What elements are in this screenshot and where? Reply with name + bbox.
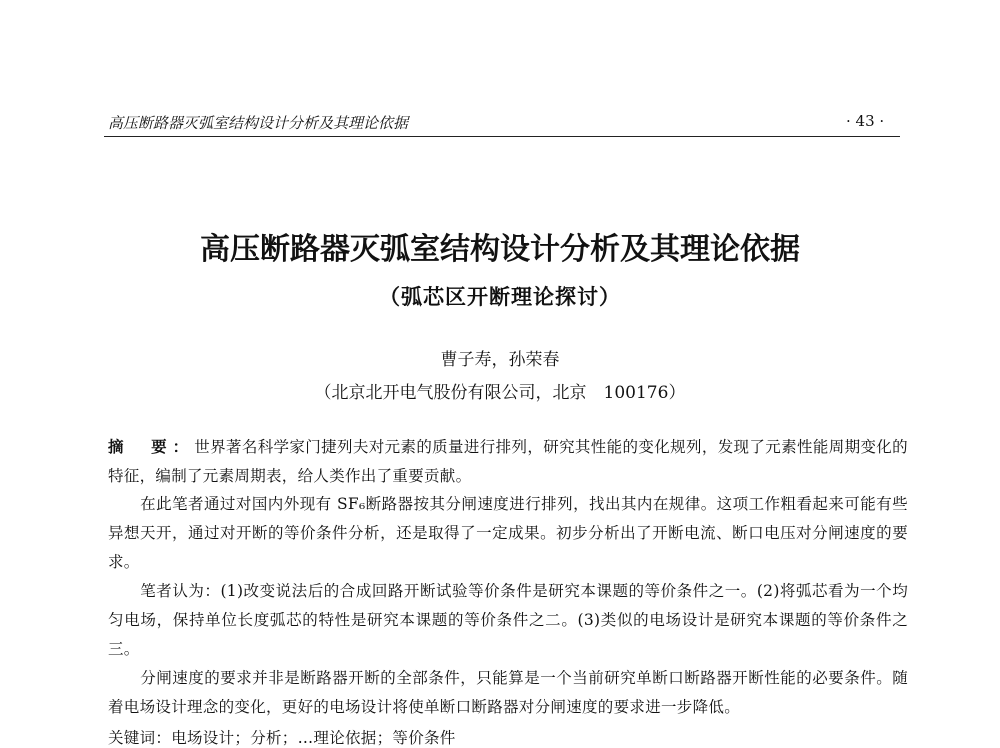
article-subtitle: （弧芯区开断理论探讨） xyxy=(379,285,621,309)
affiliation: （北京北开电气股份有限公司，北京 100176） xyxy=(314,383,686,403)
authors: 曹子寿，孙荣春 xyxy=(440,350,560,370)
keywords-line-partial: 关键词：电场设计；分析；…理论依据；等价条件 xyxy=(108,729,456,747)
abstract-label: 摘 要： xyxy=(108,437,195,456)
paragraph xyxy=(108,577,908,664)
paragraph-text: 笔者认为：(1)改变说法后的合成回路开断试验等价条件是研究本课题的等价条件之一。(2)将弧芯看为一个均匀电场，保持单位长度弧芯的特性是研究本课题的等价条件之二。(3)类似的电场设计是研究本课题的等价条件之三。 xyxy=(108,582,908,658)
paragraph xyxy=(108,490,908,577)
paragraph-text: 在此笔者通过对国内外现有 SF₆断路器按其分闸速度进行排列，找出其内在规律。这项工作粗看起来可能有些异想天开，通过对开断的等价条件分析，还是取得了一定成果。初步分析出了开断电流、断口电压对分闸速度的要求。 xyxy=(108,495,908,571)
running-head-title: 高压断路器灭弧室结构设计分析及其理论依据 xyxy=(108,114,409,132)
abstract xyxy=(108,432,908,491)
paragraph xyxy=(108,664,908,722)
page-number: · 43 · xyxy=(846,112,885,130)
abstract-text: 世界著名科学家门捷列夫对元素的质量进行排列，研究其性能的变化规列，发现了元素性能周期变化的特征，编制了元素周期表，给人类作出了重要贡献。 xyxy=(108,438,908,485)
paragraph-text: 分闸速度的要求并非是断路器开断的全部条件，只能算是一个当前研究单断口断路器开断性能的必要条件。随着电场设计理念的变化，更好的电场设计将使单断口断路器对分闸速度的要求进一步降低。 xyxy=(108,669,908,716)
article-title: 高压断路器灭弧室结构设计分析及其理论依据 xyxy=(200,232,800,267)
header-rule xyxy=(104,136,900,137)
